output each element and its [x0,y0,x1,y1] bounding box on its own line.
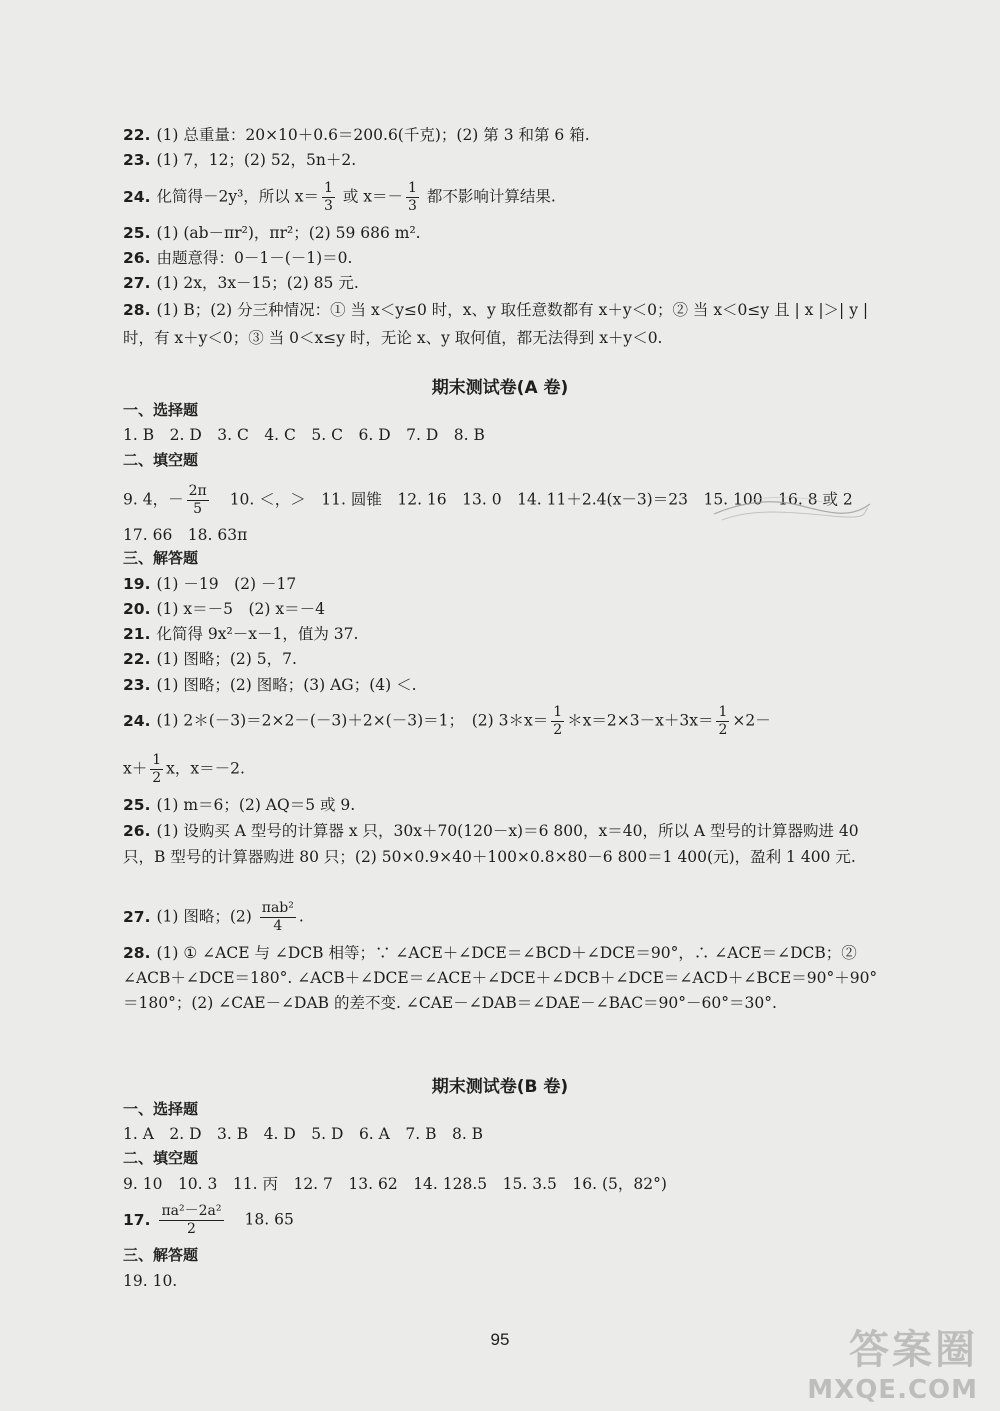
answer-line [123,270,892,296]
question-number: 26. [123,249,151,267]
answer-line [123,180,892,215]
answer-text: (1) 设购买 A 型号的计算器 x 只，30x＋70(120－x)＝6 800，x＝40，所以 A 型号的计算器购进 40 只，B 型号的计算器购进 80 只；(2) 50×0.9×40＋100×0.8×80－6 800＝1 400(元)，盈利 1 400 元. [123,822,859,866]
answer-text: (1) －19 (2) －17 [156,575,297,593]
answer-line [123,818,892,870]
answer-line [123,220,892,246]
answer-text: (1) 图略；(2) 5，7. [156,650,297,668]
question-number: 28. [123,301,151,319]
answer-text: 18. 65 [244,1210,294,1229]
answer-line [123,147,892,173]
question-number: 19. [123,575,151,593]
answer-text: 10. ＜，＞ 11. 圆锥 12. 16 13. 0 14. 11＋2.4(x－3)＝23 15. 100 16. 8 或 2 [229,490,853,509]
fraction: $\frac{1}{2}$ [553,704,563,738]
answer-text: (1) 图略；(2) [156,907,257,926]
section-heading: 二、填空题 [123,1149,199,1167]
section-heading: 一、选择题 [123,401,199,419]
question-number: 25. [123,224,151,242]
answer-line [123,941,892,1016]
answer-text: (1) 2x，3x－15；(2) 85 元. [156,274,359,292]
answer-text: ×2－ [732,711,771,730]
section-heading: 三、解答题 [123,1246,199,1264]
answer-line [123,245,892,271]
answer-line: 19. 10. [123,1272,178,1290]
answer-line [123,646,892,672]
watermark-logo-text: 答案圈 [849,1327,978,1373]
question-number: 20. [123,600,151,618]
answer-line [123,122,892,148]
answer-text: 都不影响计算结果. [421,187,556,206]
section-title: 期末测试卷(B 卷) [431,1077,569,1097]
section-heading: 二、填空题 [123,451,199,469]
question-number: 17. [123,1210,151,1229]
fraction: $\frac{1}{3}$ [408,180,417,214]
question-number: 25. [123,796,151,814]
answer-line [123,752,892,787]
question-number: 21. [123,625,151,643]
answer-line [123,571,892,597]
answer-line: 9. 10 10. 3 11. 丙 12. 7 13. 62 14. 128.5 15. 3.5 16. (5，82°) [123,1175,667,1193]
answer-line [123,621,892,647]
answer-text: 化简得－2y³，所以 x＝ [156,187,319,206]
fraction: $\frac{1}{3}$ [323,180,333,214]
question-number: 24. [123,711,151,730]
question-number: 28. [123,944,151,962]
answer-text: x＋ [123,759,148,778]
answer-line [123,1203,892,1238]
question-number: 27. [123,907,151,926]
question-number: 27. [123,274,151,292]
answer-text: (1) x＝－5 (2) x＝－4 [156,600,325,618]
answer-text: (1) ① ∠ACE 与 ∠DCB 相等；∵ ∠ACE＋∠DCE＝∠BCD＋∠DCE＝90°，∴ ∠ACE＝∠DCB；② ∠ACB＋∠DCE＝180°. ∠ACB＋∠DCE＝∠ACE＋∠DCE＋∠DCB＋∠DCE＝∠ACD＋∠BCE＝90°＋90°＝180°；(2) ∠CAE－∠DAB 的差不变. ∠CAE－∠DAB＝∠DAE－∠BAC＝90°－60°＝30°. [123,944,878,1012]
answer-text: 由题意得：0－1－(－1)＝0. [156,249,353,267]
fraction: $\frac{1}{2}$ [152,752,162,786]
answer-text: 9. 4，－ [123,490,184,509]
section-heading: 三、解答题 [123,549,199,567]
answer-text: (1) (ab－πr²)，πr²；(2) 59 686 m². [156,224,421,242]
answer-text: (1) 7，12；(2) 52，5n＋2. [156,151,357,169]
page-number: 95 [490,1330,510,1349]
answer-text: (1) 总重量：20×10＋0.6＝200.6(千克)；(2) 第 3 和第 6 箱. [156,126,590,144]
answer-line [123,596,892,622]
question-number: 22. [123,650,151,668]
answer-text: (1) m＝6；(2) AQ＝5 或 9. [156,796,356,814]
answer-line: 1. B 2. D 3. C 4. C 5. C 6. D 7. D 8. B [123,426,485,444]
answer-line: 17. 66 18. 63π [123,526,248,544]
section-title: 期末测试卷(A 卷) [431,378,569,398]
fraction: $\frac{1}{2}$ [718,704,728,738]
answer-line [123,900,892,935]
answer-text: (1) B；(2) 分三种情况：① 当 x＜y≤0 时，x、y 取任意数都有 x＋y＜0；② 当 x＜0≤y 且 | x |＞| y | 时，有 x＋y＜0；③ 当 0＜x≤y 时，无论 x、y 取何值，都无法得到 x＋y＜0. [123,301,869,347]
section-heading: 一、选择题 [123,1100,199,1118]
answer-text: (1) 图略；(2) 图略；(3) AG；(4) ＜. [156,676,417,694]
question-number: 23. [123,151,151,169]
answer-text: (1) 2＊(－3)＝2×2－(－3)＋2×(－3)＝1； (2) 3＊x＝ [156,711,549,730]
answer-text: x，x＝－2. [166,759,245,778]
question-number: 24. [123,187,151,206]
answer-text: ＊x＝2×3－x＋3x＝ [567,711,714,730]
watermark-logo [807,1318,978,1405]
question-number: 22. [123,126,151,144]
answer-line [123,296,892,352]
answer-line: 1. A 2. D 3. B 4. D 5. D 6. A 7. B 8. B [123,1125,484,1143]
question-number: 26. [123,822,151,840]
answer-line [123,792,892,818]
fraction: $\frac{\text{πa²－2a²}}{2}$ [161,1203,222,1237]
answer-text: 化简得 9x²－x－1，值为 37. [156,625,359,643]
answer-text: . [298,907,304,926]
answer-text: 或 x＝－ [337,187,404,206]
watermark-site-text: MXQE.COM [807,1375,978,1405]
question-number: 23. [123,676,151,694]
answer-line [123,704,892,739]
fraction: $\frac{2\pi}{5}$ [188,483,207,517]
answer-line [123,672,892,698]
fraction: $\frac{\text{πab²}}{4}$ [261,900,294,934]
